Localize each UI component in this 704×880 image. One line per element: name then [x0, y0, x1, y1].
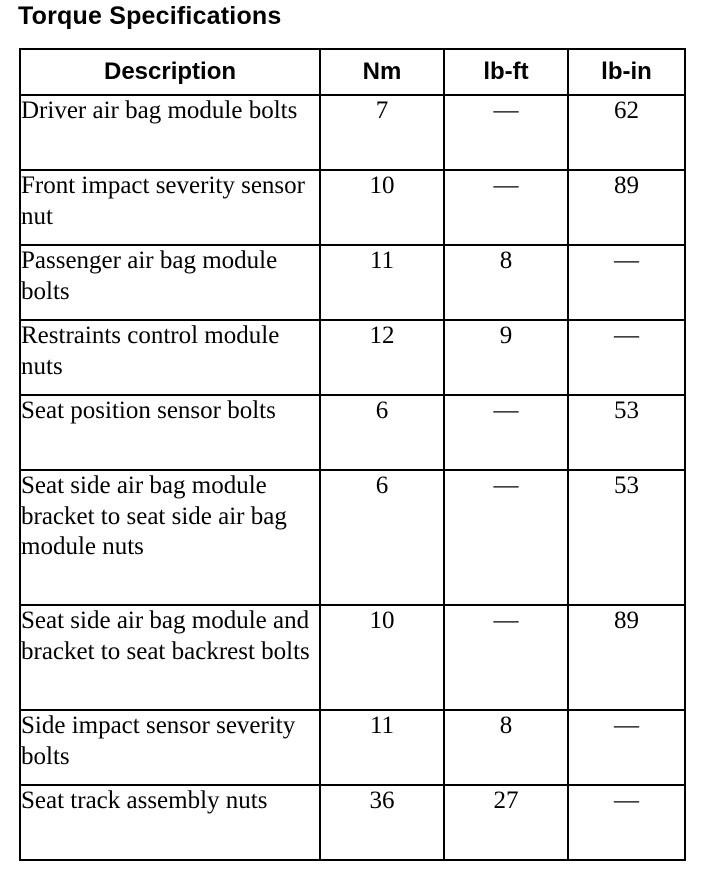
table-row — [20, 395, 685, 470]
lb-ft-cell: — — [444, 95, 568, 170]
description-cell: Seat position sensor bolts — [20, 395, 320, 470]
description-cell: Passenger air bag module bolts — [20, 245, 320, 320]
column-header-nm: Nm — [320, 49, 444, 95]
lb-ft-cell: — — [444, 605, 568, 710]
description-cell: Restraints control module nuts — [20, 320, 320, 395]
lb-ft-cell: — — [444, 170, 568, 245]
lb-in-cell: — — [568, 710, 685, 785]
description-cell: Driver air bag module bolts — [20, 95, 320, 170]
lb-in-cell: — — [568, 245, 685, 320]
column-header-lb-in: lb-in — [568, 49, 685, 95]
lb-ft-cell: 8 — [444, 710, 568, 785]
lb-in-cell: 89 — [568, 605, 685, 710]
lb-ft-cell: 9 — [444, 320, 568, 395]
nm-cell: 12 — [320, 320, 444, 395]
lb-ft-cell: 8 — [444, 245, 568, 320]
nm-cell: 36 — [320, 785, 444, 860]
nm-cell: 7 — [320, 95, 444, 170]
description-cell: Seat side air bag module bracket to seat side air bag module nuts — [20, 470, 320, 605]
table-header-row — [20, 49, 685, 95]
nm-cell: 10 — [320, 605, 444, 710]
lb-in-cell: — — [568, 785, 685, 860]
lb-in-cell: 53 — [568, 470, 685, 605]
lb-ft-cell: — — [444, 470, 568, 605]
table-row — [20, 95, 685, 170]
table-row — [20, 170, 685, 245]
description-cell: Seat track assembly nuts — [20, 785, 320, 860]
nm-cell: 11 — [320, 245, 444, 320]
table-row — [20, 320, 685, 395]
nm-cell: 6 — [320, 395, 444, 470]
lb-ft-cell: 27 — [444, 785, 568, 860]
table-row — [20, 245, 685, 320]
table-row — [20, 605, 685, 710]
nm-cell: 6 — [320, 470, 444, 605]
table-row — [20, 470, 685, 605]
nm-cell: 10 — [320, 170, 444, 245]
lb-in-cell: 62 — [568, 95, 685, 170]
description-cell: Seat side air bag module and bracket to seat backrest bolts — [20, 605, 320, 710]
table-row — [20, 710, 685, 785]
column-header-lb-ft: lb-ft — [444, 49, 568, 95]
lb-in-cell: 53 — [568, 395, 685, 470]
nm-cell: 11 — [320, 710, 444, 785]
lb-in-cell: 89 — [568, 170, 685, 245]
table-row — [20, 785, 685, 860]
description-cell: Front impact severity sensor nut — [20, 170, 320, 245]
description-cell: Side impact sensor severity bolts — [20, 710, 320, 785]
lb-in-cell: — — [568, 320, 685, 395]
lb-ft-cell: — — [444, 395, 568, 470]
torque-spec-table — [19, 48, 686, 861]
column-header-description: Description — [20, 49, 320, 95]
page-title: Torque Specifications — [18, 2, 282, 30]
